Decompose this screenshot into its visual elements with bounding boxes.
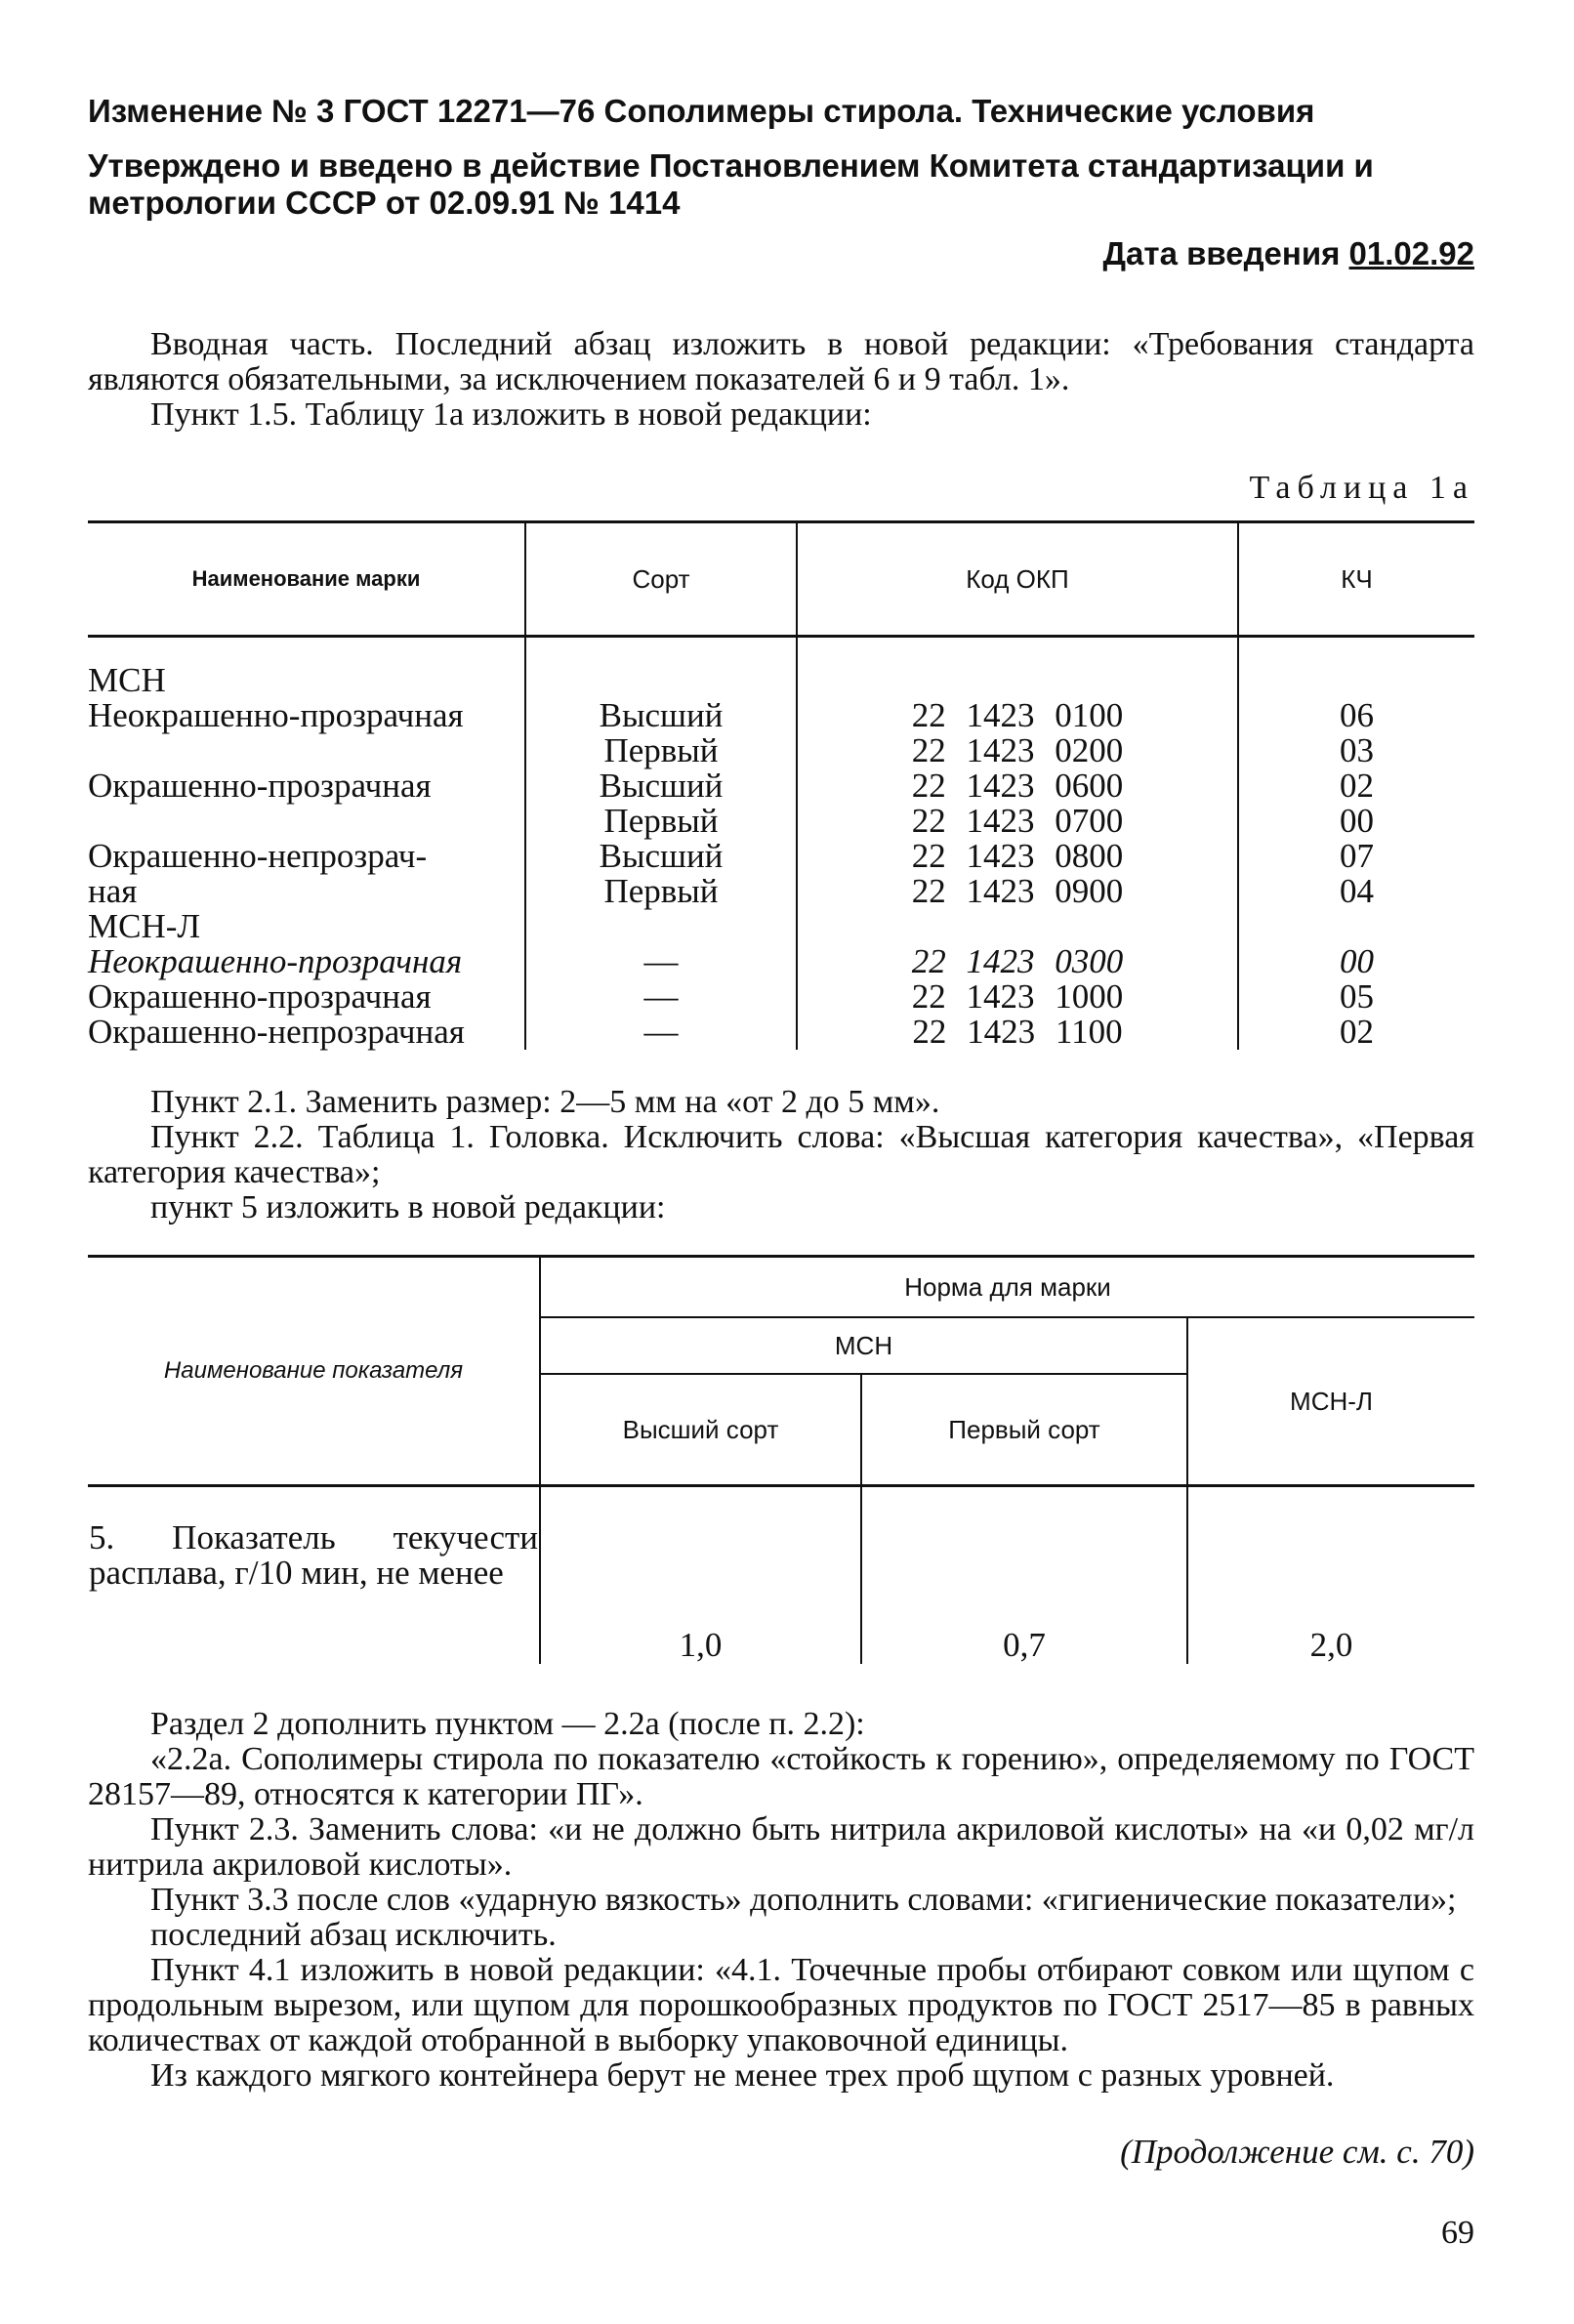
norm-header-name: Наименование показателя (88, 1257, 540, 1486)
grade-name: Окрашенно-прозрачная (88, 979, 525, 1015)
document-page (88, 93, 1474, 2252)
approval-statement: Утверждено и введено в действие Постановлением Комитета стандартизации и метрологии СССР от 02.09.91 № 1414 (88, 147, 1374, 221)
norm-row-description: 5. Показатель текучести расплава, г/10 мин, не менее (88, 1486, 540, 1665)
table-1a-header-code: Код ОКП (797, 522, 1238, 637)
table-row (88, 979, 1474, 1015)
grade-name: Неокрашенно-прозрачная (88, 698, 525, 733)
kch-value (1238, 637, 1474, 699)
okp-code: 22 1423 0100 (797, 698, 1238, 733)
grade-sort: Высший (525, 698, 797, 733)
grade-sort (525, 637, 797, 699)
kch-value: 02 (1340, 1013, 1374, 1051)
grade-sort: Первый (525, 874, 797, 909)
kch-value: 00 (1340, 802, 1374, 840)
table-row (88, 804, 1474, 839)
table-1a-header-kch: КЧ (1341, 563, 1373, 594)
body-paragraph-7: Из каждого мягкого контейнера берут не менее трех проб щупом с разных уровней. (150, 2057, 1335, 2094)
page-number: 69 (1441, 2215, 1474, 2251)
okp-code: 22 1423 1000 (797, 979, 1238, 1015)
norm-value-first: 0,7 (861, 1486, 1187, 1665)
effective-date-label: Дата введения (1102, 235, 1341, 271)
table-1a (88, 520, 1474, 1050)
amendment-title: Изменение № 3 ГОСТ 12271—76 Сополимеры стирола. Технические условия (88, 93, 1315, 129)
body-paragraph-2: «2.2а. Сополимеры стирола по показателю «стойкость к горению», определяемому по ГОСТ 28157—89, относятся к категории ПГ». (88, 1741, 1474, 1812)
norm-value-high: 1,0 (540, 1486, 861, 1665)
grade-name (88, 804, 525, 839)
table-row (88, 839, 1474, 874)
body-paragraph-6: Пункт 4.1 изложить в новой редакции: «4.1. Точечные пробы отбирают совком или щупом с продольным вырезом, или щупом для порошкообразных продуктов по ГОСТ 2517—85 в равных количествах от каждой отобранной в выборку упаковочной единицы. (88, 1952, 1474, 2058)
norm-table (88, 1255, 1474, 1664)
kch-value: 07 (1340, 837, 1374, 875)
okp-code: 22 1423 0600 (797, 768, 1238, 804)
intro-paragraph-2: Пункт 1.5. Таблицу 1а изложить в новой редакции: (150, 396, 872, 433)
table-row (88, 698, 1474, 733)
effective-date-value: 01.02.92 (1348, 235, 1474, 271)
kch-value: 02 (1340, 767, 1374, 805)
kch-value: 03 (1340, 731, 1374, 769)
okp-code: 22 1423 0200 (797, 733, 1238, 768)
grade-name: ная (88, 874, 525, 909)
grade-name (88, 733, 525, 768)
grade-sort (525, 909, 797, 944)
grade-name: МСН (88, 637, 525, 699)
table-row (88, 1486, 1474, 1665)
norm-header-high: Высший сорт (540, 1374, 861, 1486)
grade-name: Окрашенно-непрозрач- (88, 839, 525, 874)
okp-code (797, 637, 1238, 699)
grade-sort: Высший (525, 839, 797, 874)
okp-code: 22 1423 0700 (797, 804, 1238, 839)
grade-sort: — (525, 944, 797, 979)
body-paragraph-1: Раздел 2 дополнить пунктом — 2.2а (после п. 2.2): (150, 1706, 865, 1742)
grade-name: Окрашенно-непрозрачная (88, 1015, 525, 1050)
norm-value-msnl: 2,0 (1309, 1626, 1353, 1664)
norm-header-msnl: МСН-Л (1187, 1317, 1474, 1486)
table-row (88, 637, 1474, 699)
continued-note: (Продолжение см. с. 70) (1120, 2133, 1474, 2171)
kch-value (1238, 909, 1474, 944)
table-1a-header-sort: Сорт (525, 522, 797, 637)
okp-code: 22 1423 0800 (797, 839, 1238, 874)
okp-code: 22 1423 0900 (797, 874, 1238, 909)
effective-date (88, 235, 1474, 272)
okp-code: 22 1423 0300 (797, 944, 1238, 979)
body-paragraph-3: Пункт 2.3. Заменить слова: «и не должно быть нитрила акриловой кислоты» на «и 0,02 мг/л нитрила акриловой кислоты». (88, 1811, 1474, 1883)
table-row (88, 733, 1474, 768)
table-row (88, 1015, 1474, 1050)
grade-name: МСН-Л (88, 909, 525, 944)
norm-header-msn: МСН (540, 1317, 1187, 1374)
kch-value: 04 (1340, 872, 1374, 910)
okp-code: 22 1423 1100 (797, 1015, 1238, 1050)
norm-header-first: Первый сорт (861, 1374, 1187, 1486)
kch-value: 05 (1340, 977, 1374, 1016)
norm-header-group: Норма для марки (540, 1257, 1474, 1318)
grade-sort: Первый (525, 733, 797, 768)
mid-paragraph-3: пункт 5 изложить в новой редакции: (150, 1189, 666, 1225)
grade-sort: Первый (525, 804, 797, 839)
table-row (88, 909, 1474, 944)
table-row (88, 768, 1474, 804)
grade-sort: Высший (525, 768, 797, 804)
body-paragraph-4: Пункт 3.3 после слов «ударную вязкость» дополнить словами: «гигиенические показатели»; (150, 1882, 1457, 1918)
mid-paragraph-2: Пункт 2.2. Таблица 1. Головка. Исключить слова: «Высшая категория качества», «Первая категория качества»; (88, 1119, 1474, 1190)
table-1a-header-name: Наименование марки (88, 522, 525, 637)
grade-name: Окрашенно-прозрачная (88, 768, 525, 804)
table-1a-caption: Таблица 1а (1249, 470, 1474, 506)
okp-code (797, 909, 1238, 944)
body-paragraph-5: последний абзац исключить. (150, 1917, 557, 1953)
grade-sort: — (525, 1015, 797, 1050)
grade-sort: — (525, 979, 797, 1015)
kch-value: 00 (1340, 942, 1374, 980)
mid-paragraph-1: Пункт 2.1. Заменить размер: 2—5 мм на «от 2 до 5 мм». (150, 1084, 940, 1120)
table-row (88, 874, 1474, 909)
intro-paragraph-1: Вводная часть. Последний абзац изложить в новой редакции: «Требования стандарта являются обязательными, за исключением показателей 6 и 9 табл. 1». (88, 326, 1474, 397)
grade-name: Неокрашенно-прозрачная (88, 944, 525, 979)
kch-value: 06 (1340, 696, 1374, 734)
table-row (88, 944, 1474, 979)
